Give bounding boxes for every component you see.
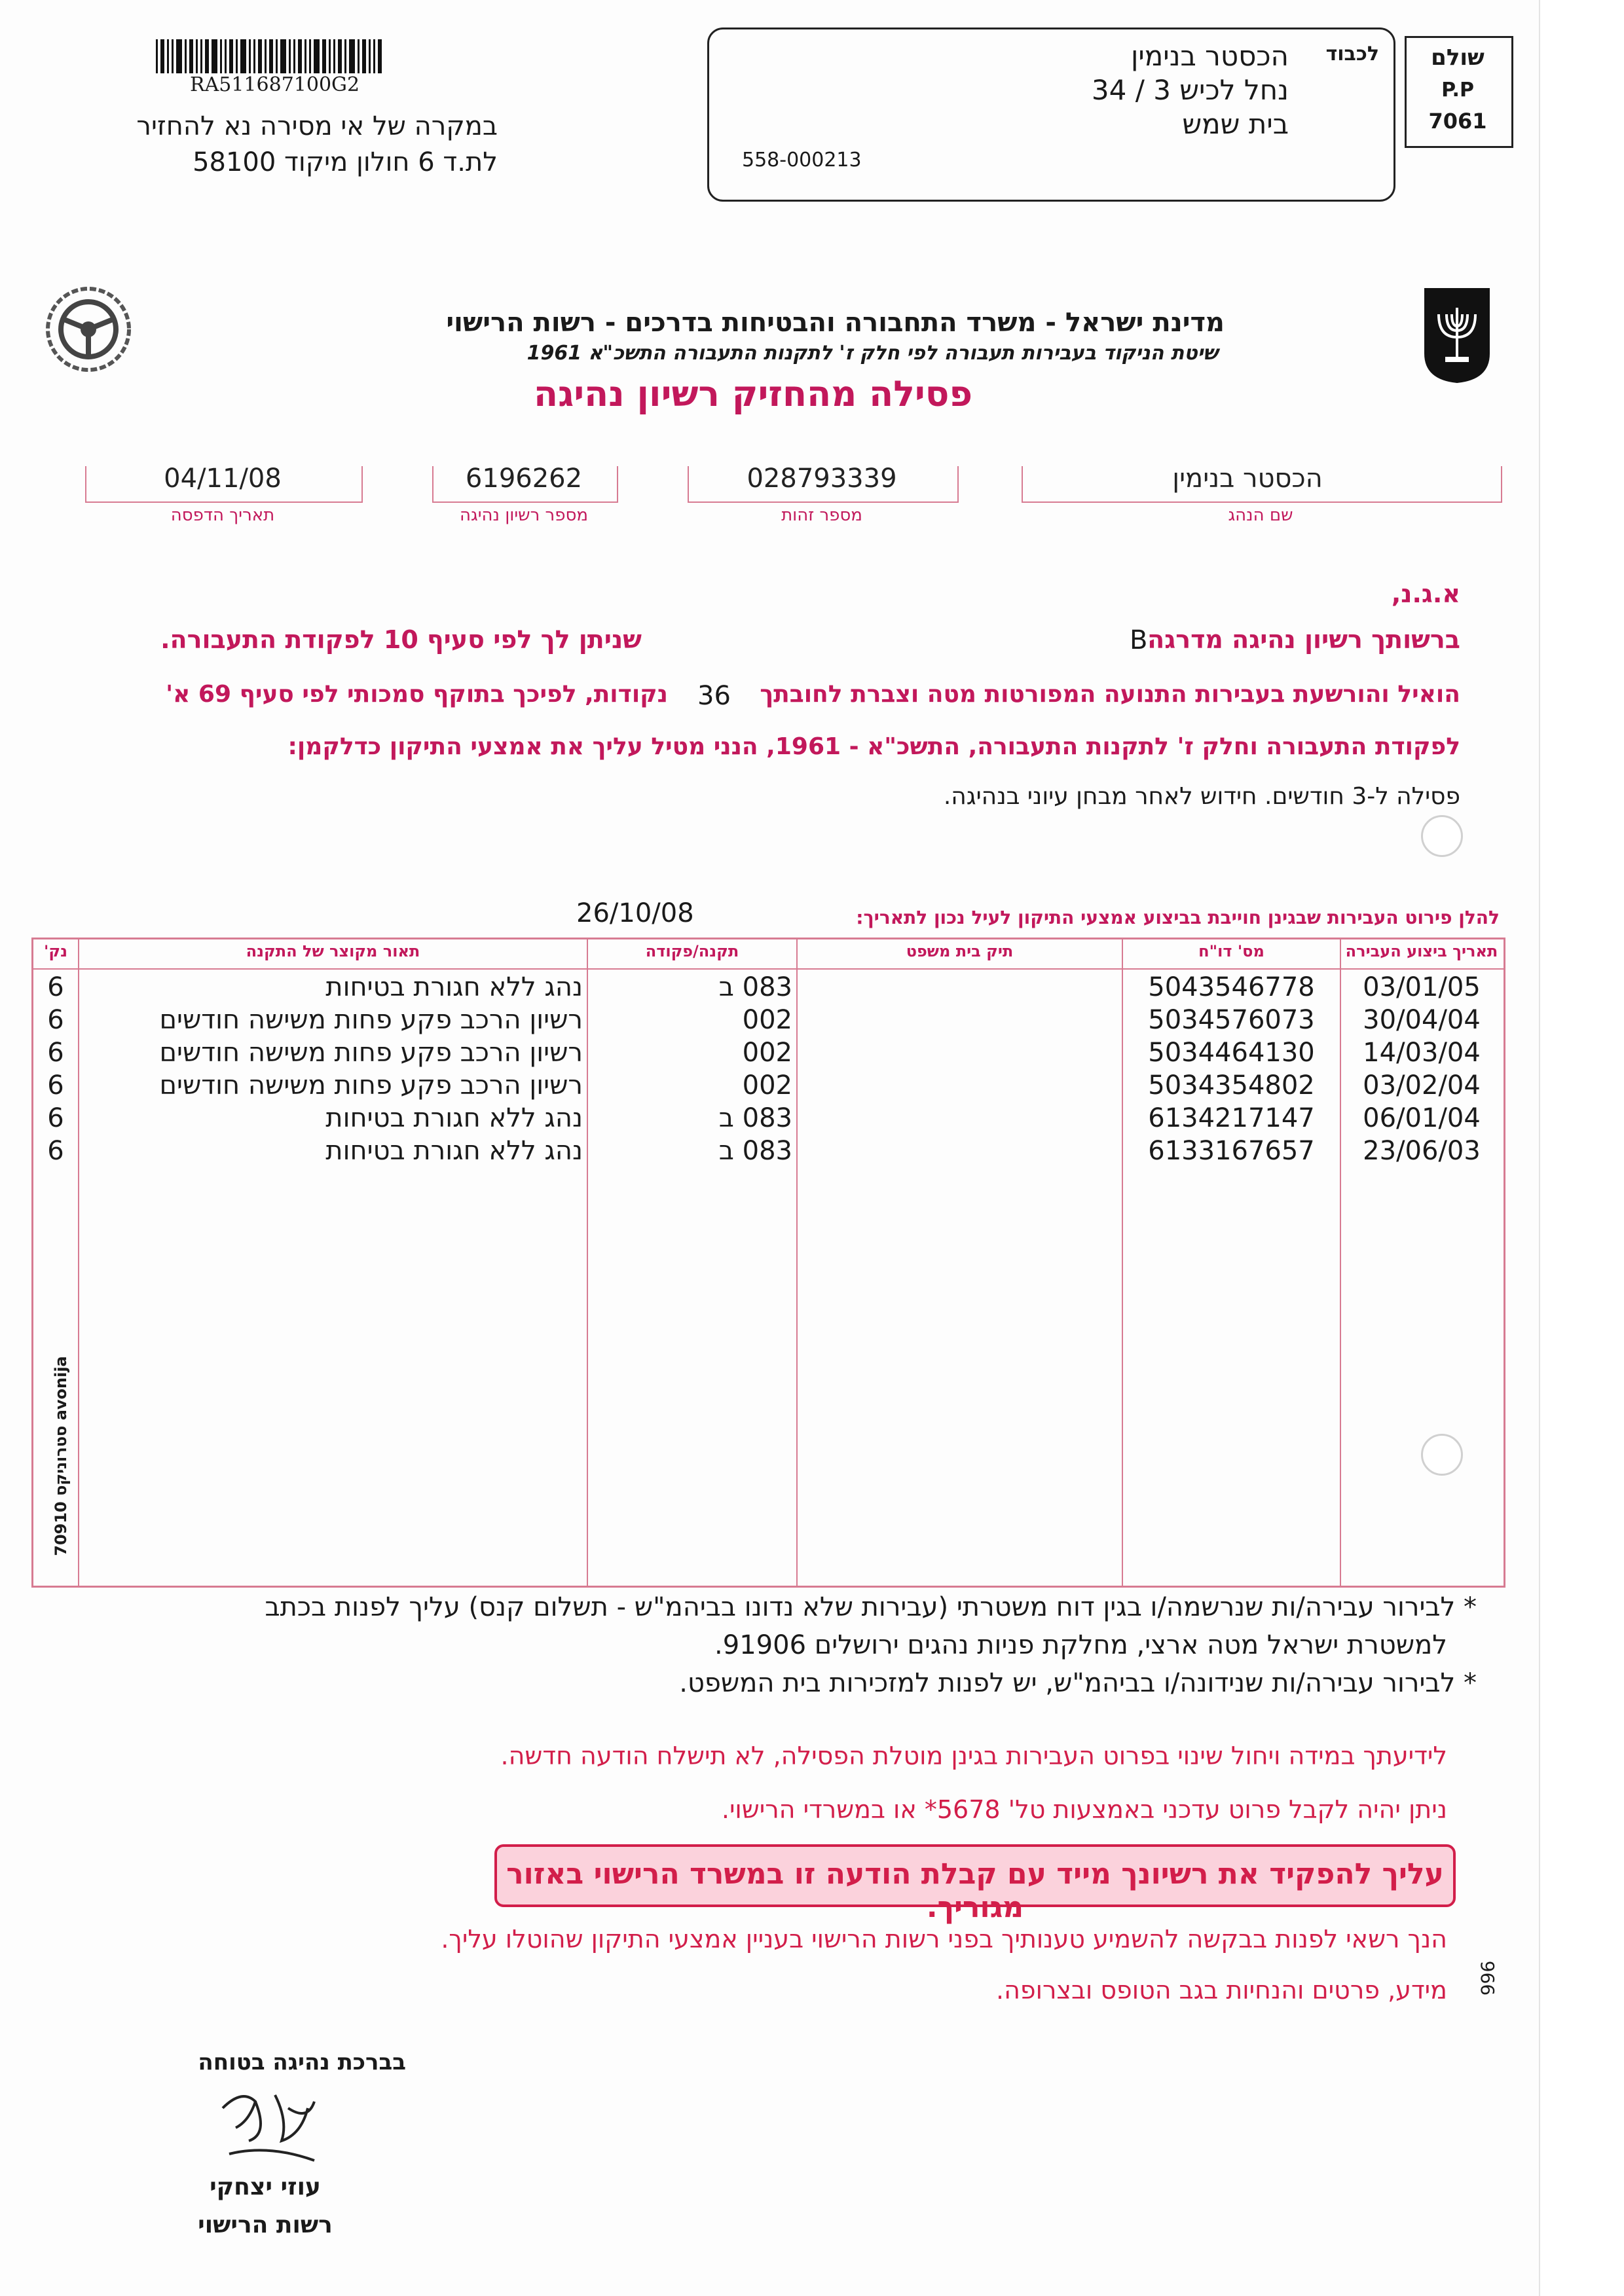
grade-line-tail: שניתן לך לפי סעיף 10 לפקודת התעבורה. (160, 625, 642, 654)
cell-description: רשיון הרכב פקע פחות משישה חודשים (159, 1038, 583, 1068)
address-window (707, 27, 1395, 202)
points-line-text: הואיל והורשעת בעבירות התנועה המפורטות מטה וצברת לחובתך (760, 681, 1460, 708)
cell-points: 6 (47, 1070, 64, 1101)
to-label: לכבוד (1325, 43, 1379, 65)
header-points: נק' (44, 942, 67, 960)
cell-regulation: 083 ב (718, 1103, 792, 1133)
header-court: תיק בית משפט (906, 942, 1014, 960)
punch-hole (1421, 815, 1463, 857)
warning-text: עליך להפקיד את רשיונך מייד עם קבלת הודעה זו במשרד הרישוי באזור מגוריך. (506, 1857, 1444, 1924)
return-line-1: במקרה של אי מסירה נא להחזיר (136, 111, 498, 141)
phone-notice: ניתן יהיה לקבל פרוט עדכני באמצעות טל' 5678* או במשרדי הרישוי. (721, 1795, 1447, 1824)
recipient-name: הכסטר בנימין (1130, 40, 1289, 72)
as-of-date: 26/10/08 (576, 898, 694, 928)
side-print: 70910 סטרוניקס avonija (51, 1356, 70, 1556)
cell-description: נהג ללא חגורת בטיחות (325, 972, 583, 1002)
penalty-line: פסילה ל-3 חודשים. חידוש לאחר מבחן עיוני בנהיגה. (943, 783, 1460, 810)
cell-regulation: 083 ב (718, 1136, 792, 1166)
recipient-street: נחל לכיש 3 / 34 (1091, 74, 1289, 106)
cell-points: 6 (47, 1136, 64, 1166)
steering-wheel-logo (39, 267, 138, 392)
cell-points: 6 (47, 1038, 64, 1068)
change-notice: לידיעתך במידה ויחול שינוי בפרוט העבירות בגינן מוטלת הפסילה, לא תישלח הודעה חדשה. (500, 1741, 1447, 1770)
cell-report: 6134217147 (1148, 1103, 1315, 1133)
cell-report: 5034354802 (1148, 1070, 1315, 1101)
cell-regulation: 002 (742, 1070, 792, 1101)
barcode (156, 39, 413, 73)
note-1a: * לבירור עבירה/ות שנרשמה/ו בגין דוח משטרתי (עבירות שלא נדונו בביהמ"ש - תשלום קנס) עליך לפנות בכתב (265, 1592, 1477, 1622)
id-number-label: מספר זהות (781, 505, 862, 525)
cell-report: 5034576073 (1148, 1005, 1315, 1035)
driver-name-value: הכסטר בנימין (1172, 464, 1323, 494)
license-number-value: 6196262 (465, 464, 583, 494)
signer-title: רשות הרישוי (198, 2212, 333, 2238)
ministry-subtitle: שיטת הניקוד בעבירות תעבורה לפי חלק ז' לתקנות התעבורה התשכ"א 1961 (526, 342, 1218, 365)
handwritten-signature (210, 2082, 341, 2174)
greeting: א.ג.נ, (1391, 579, 1460, 608)
appeal-notice: הנך רשאי לפנות בבקשה להשמיע טענותיך בפני רשות הרישוי בעניין אמצעי התיקון שהוטלו עליך. (441, 1925, 1447, 1954)
state-emblem-icon (1418, 282, 1496, 386)
cell-date: 30/04/04 (1363, 1005, 1481, 1035)
cell-description: נהג ללא חגורת בטיחות (325, 1136, 583, 1166)
regulation-line: לפקודת התעבורה וחלק ז' לתקנות התעבורה, התשכ"א - 1961, הנני מטיל עליך את אמצעי התיקון כדלקמן: (287, 733, 1460, 760)
cell-points: 6 (47, 1103, 64, 1133)
postage-paid-stamp: שולם P.P 7061 (1405, 36, 1513, 148)
table-intro: להלן פירוט העבירות שבגינן חוייבת בביצוע אמצעי התיקון לעיל נכון לתאריך: (856, 907, 1500, 928)
header-description: תאור מקוצר של התקנה (246, 942, 420, 960)
id-number-value: 028793339 (747, 464, 897, 494)
cell-points: 6 (47, 972, 64, 1002)
print-date-value: 04/11/08 (164, 464, 282, 494)
barcode-text: RA511687100G2 (190, 73, 360, 96)
ministry-title: מדינת ישראל - משרד התחבורה והבטיחות בדרכים - רשות הרישוי (446, 308, 1225, 338)
cell-regulation: 002 (742, 1005, 792, 1035)
cell-description: נהג ללא חגורת בטיחות (325, 1103, 583, 1133)
return-line-2: לת.ד 6 חולון מיקוד 58100 (193, 147, 498, 177)
header-report: מס' דו"ח (1198, 942, 1264, 960)
print-date-label: תאריך הדפסה (170, 505, 275, 525)
punch-hole (1421, 1434, 1463, 1476)
points-line-tail: נקודות, לפיכך בתוקף סמכותי לפי סעיף 69 א' (166, 681, 668, 708)
cell-description: רשיון הרכב פקע פחות משישה חודשים (159, 1005, 583, 1035)
grade-line-text: ברשותך רשיון נהיגה מדרגה (1147, 625, 1460, 654)
cell-points: 6 (47, 1005, 64, 1035)
side-code: 966 (1477, 1960, 1499, 1996)
cell-regulation: 083 ב (718, 972, 792, 1002)
cell-report: 5034464130 (1148, 1038, 1315, 1068)
recipient-city: בית שמש (1182, 108, 1289, 140)
header-date: תאריך ביצוע העבירה (1345, 942, 1498, 960)
document-title: פסילה מהחזיק רשיון נהיגה (534, 373, 972, 414)
info-notice: מידע, פרטים והנחיות בגב הטופס ובצרופה. (995, 1976, 1447, 2005)
license-grade: B (1130, 625, 1148, 655)
recipient-code: 558-000213 (742, 149, 862, 172)
cell-date: 03/02/04 (1363, 1070, 1481, 1101)
license-number-label: מספר רשיון נהיגה (460, 505, 588, 525)
header-regulation: תקנה/פקודה (645, 942, 739, 960)
cell-report: 6133167657 (1148, 1136, 1315, 1166)
note-1b: למשטרת ישראל מטה ארצי, מחלקת פניות נהגים ירושלים 91906. (714, 1630, 1447, 1660)
cell-report: 5043546778 (1148, 972, 1315, 1002)
cell-description: רשיון הרכב פקע פחות משישה חודשים (159, 1070, 583, 1101)
cell-date: 03/01/05 (1363, 972, 1481, 1002)
warning-box (494, 1844, 1456, 1924)
driver-name-label: שם הנהג (1228, 505, 1293, 525)
cell-date: 14/03/04 (1363, 1038, 1481, 1068)
signer-name: עוזי יצחקי (210, 2174, 321, 2200)
closing: בברכת נהיגה בטוחה (198, 2049, 406, 2075)
cell-regulation: 002 (742, 1038, 792, 1068)
total-points: 36 (697, 681, 731, 711)
note-2: * לבירור עבירה/ות שנידונה/ו בביהמ"ש, יש לפנות למזכירות בית המשפט. (679, 1668, 1477, 1698)
offenses-table (31, 938, 1505, 1588)
cell-date: 06/01/04 (1363, 1103, 1481, 1133)
cell-date: 23/06/03 (1363, 1136, 1481, 1166)
